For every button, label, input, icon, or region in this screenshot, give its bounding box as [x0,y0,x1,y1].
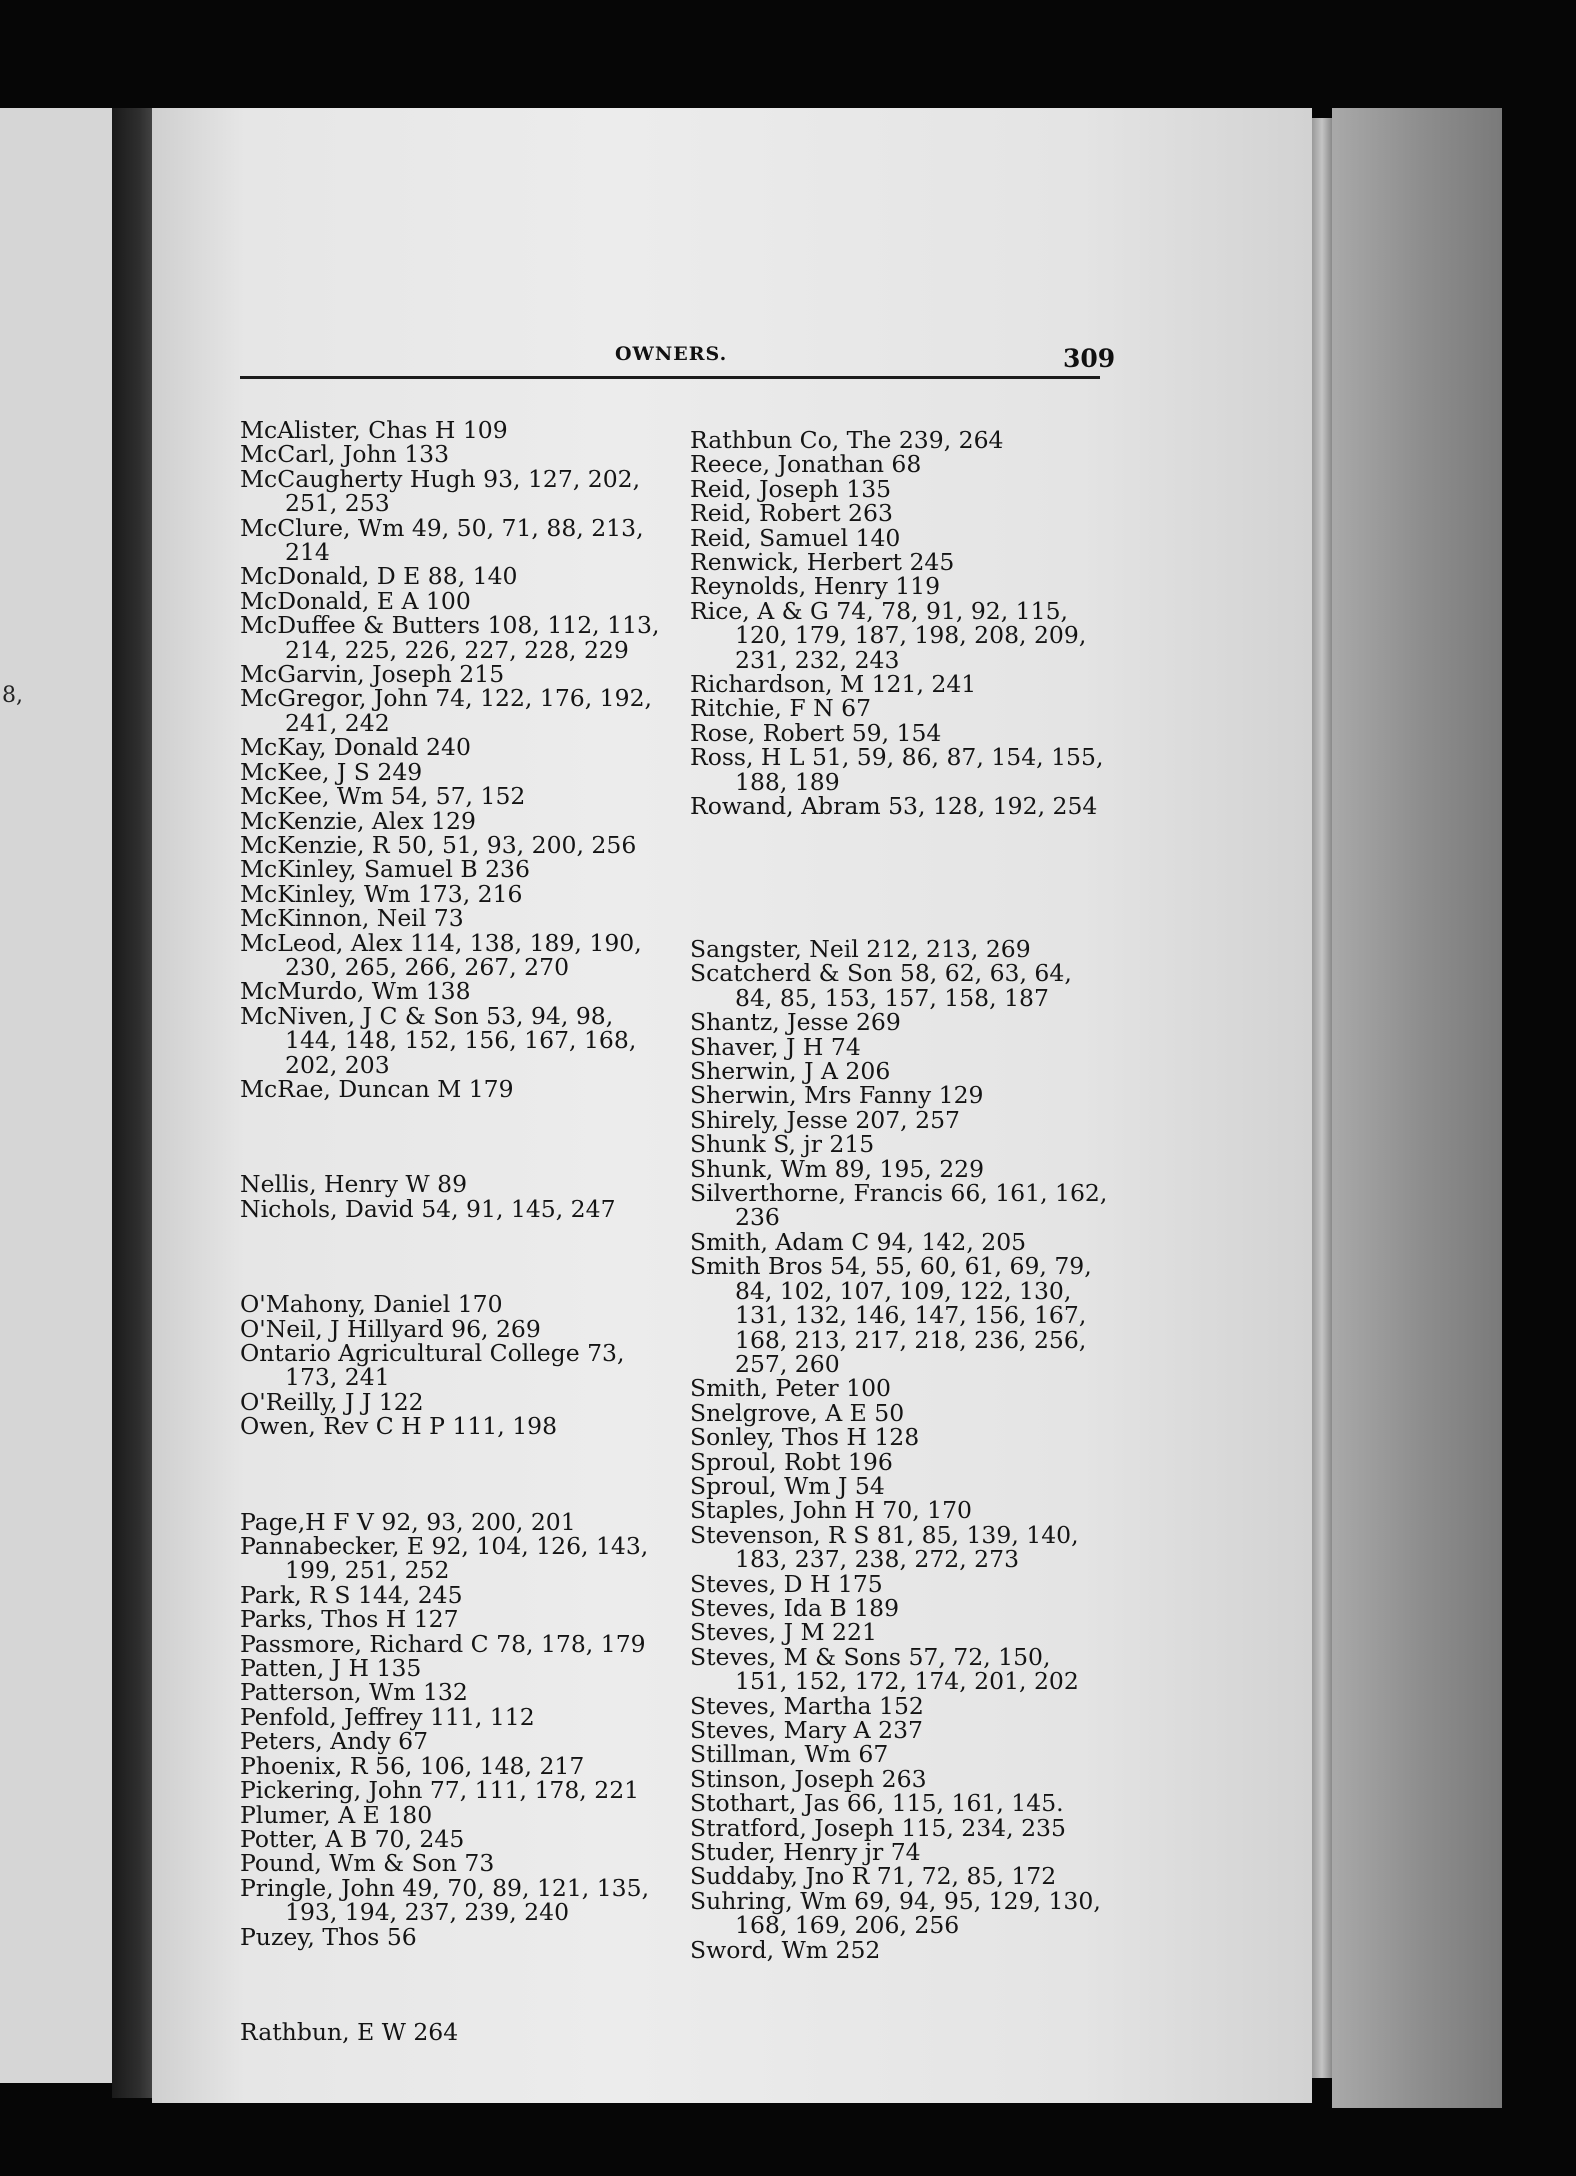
index-entry: Steves, Ida B 189 [690,1593,900,1622]
index-entry: McKinley, Wm 173, 216 [240,879,523,908]
index-entry: Shunk, Wm 89, 195, 229 [690,1154,985,1183]
index-entry: Smith, Peter 100 [690,1374,891,1403]
index-entry: Pannabecker, E 92, 104, 126, 143, 199, 251, 252 [240,1532,649,1585]
page-number: 309 [1063,344,1116,373]
index-entry: Steves, J M 221 [690,1618,877,1647]
index-entry: McRae, Duncan M 179 [240,1074,514,1103]
index-entry: Park, R S 144, 245 [240,1580,463,1609]
index-entry: Sherwin, Mrs Fanny 129 [690,1081,984,1110]
index-entry: McKenzie, R 50, 51, 93, 200, 256 [240,830,637,859]
index-entry: Steves, M & Sons 57, 72, 150, 151, 152, 172, 174, 201, 202 [690,1642,1079,1696]
index-column-right [690,428,1110,1962]
index-entry: McKee, J S 249 [240,757,423,786]
facing-page-fragment: 8, [2,683,23,708]
index-entry: Renwick, Herbert 245 [690,548,955,577]
running-title: OWNERS. [615,343,728,365]
section-gap [240,1972,670,1996]
index-entry: Stinson, Joseph 263 [690,1764,927,1793]
index-entry: Potter, A B 70, 245 [240,1824,465,1853]
index-entry: Penfold, Jeffrey 111, 112 [240,1702,535,1731]
section-gap [240,1245,670,1269]
index-entry: Sproul, Robt 196 [690,1447,893,1476]
index-entry: Suhring, Wm 69, 94, 95, 129, 130, 168, 169, 206, 256 [690,1886,1101,1940]
index-entry: Shaver, J H 74 [690,1032,861,1061]
section-gap [240,1125,670,1149]
index-entry: Studer, Henry jr 74 [690,1838,921,1867]
page-stack [1332,108,1502,2108]
index-entry: Ontario Agricultural College 73, 173, 241 [240,1339,625,1392]
section-gap [240,1462,670,1486]
index-entry: Stratford, Joseph 115, 234, 235 [690,1813,1066,1842]
index-entry: Peters, Andy 67 [240,1727,429,1756]
index-entry: Stillman, Wm 67 [690,1740,889,1769]
index-entry: Smith Bros 54, 55, 60, 61, 69, 79, 84, 102, 107, 109, 122, 130, 131, 132, 146, 147, 156, 167, 168, 213, 217, 218, 236, 256, 257, 260 [690,1252,1092,1378]
index-entry: McKay, Donald 240 [240,733,471,762]
index-entry: McDonald, D E 88, 140 [240,562,518,591]
index-entry: Nichols, David 54, 91, 145, 247 [240,1194,616,1223]
index-entry: Rice, A & G 74, 78, 91, 92, 115, 120, 179, 187, 198, 208, 209, 231, 232, 243 [690,596,1087,674]
index-entry: Snelgrove, A E 50 [690,1398,905,1427]
index-entry: Reid, Joseph 135 [690,474,892,503]
section-gap [690,842,1110,866]
index-entry: Rathbun, E W 264 [240,2017,459,2046]
index-entry: McCarl, John 133 [240,440,450,469]
index-entry: McGregor, John 74, 122, 176, 192, 241, 242 [240,684,652,737]
index-entry: Suddaby, Jno R 71, 72, 85, 172 [690,1862,1057,1891]
index-entry: McClure, Wm 49, 50, 71, 88, 213, 214 [240,513,644,567]
index-entry: Shunk S, jr 215 [690,1130,875,1159]
index-entry: McGarvin, Joseph 215 [240,660,505,689]
index-entry: Shantz, Jesse 269 [690,1008,901,1037]
index-entry: Pound, Wm & Son 73 [240,1849,495,1878]
index-entry: Rose, Robert 59, 154 [690,718,942,747]
book-gutter [112,108,157,2098]
index-entry: Sword, Wm 252 [690,1935,881,1964]
index-entry: Phoenix, R 56, 106, 148, 217 [240,1751,585,1780]
index-entry: McKinnon, Neil 73 [240,904,464,933]
index-entry: O'Neil, J Hillyard 96, 269 [240,1314,541,1343]
index-entry: Puzey, Thos 56 [240,1922,417,1951]
index-entry: McKinley, Samuel B 236 [240,855,530,884]
index-entry: McCaugherty Hugh 93, 127, 202, 251, 253 [240,464,641,518]
index-entry: McAlister, Chas H 109 [240,416,508,444]
index-entry: Sangster, Neil 212, 213, 269 [690,935,1031,963]
index-entry: Reid, Robert 263 [690,499,893,528]
index-entry: McDonald, E A 100 [240,586,471,615]
index-entry: Staples, John H 70, 170 [690,1496,972,1525]
index-entry: Nellis, Henry W 89 [240,1170,468,1199]
index-entry: Silverthorne, Francis 66, 161, 162, 236 [690,1179,1108,1232]
index-entry: O'Reilly, J J 122 [240,1387,424,1416]
index-entry: McLeod, Alex 114, 138, 189, 190, 230, 265, 266, 267, 270 [240,928,642,981]
index-entry: Ross, H L 51, 59, 86, 87, 154, 155, 188, 189 [690,743,1104,796]
index-entry: McKee, Wm 54, 57, 152 [240,782,526,811]
section-gap [690,890,1110,914]
index-entry: McDuffee & Butters 108, 112, 113, 214, 225, 226, 227, 228, 229 [240,611,660,664]
index-entry: O'Mahony, Daniel 170 [240,1290,503,1319]
index-entry: Passmore, Richard C 78, 178, 179 [240,1629,646,1658]
index-entry: Reece, Jonathan 68 [690,450,922,479]
header-rule [240,376,1100,379]
index-entry: Reynolds, Henry 119 [690,572,941,601]
index-entry: Patten, J H 135 [240,1654,422,1683]
index-entry: Rowand, Abram 53, 128, 192, 254 [690,792,1098,821]
index-entry: McNiven, J C & Son 53, 94, 98, 144, 148, 152, 156, 167, 168, 202, 203 [240,1001,637,1079]
index-entry: Owen, Rev C H P 111, 198 [240,1412,558,1441]
index-entry: Sherwin, J A 206 [690,1057,891,1086]
index-entry: Rathbun Co, The 239, 264 [690,426,1004,454]
index-entry: Ritchie, F N 67 [690,694,872,723]
index-entry: Sproul, Wm J 54 [690,1471,885,1500]
index-entry: Stothart, Jas 66, 115, 161, 145. [690,1789,1064,1818]
page-edge [1312,118,1332,2078]
index-column-left [240,418,670,2044]
index-entry: Patterson, Wm 132 [240,1678,468,1707]
index-entry: Steves, Mary A 237 [690,1716,923,1744]
index-entry: Stevenson, R S 81, 85, 139, 140, 183, 237, 238, 272, 273 [690,1520,1079,1574]
index-entry: Steves, Martha 152 [690,1691,924,1720]
index-entry: Sonley, Thos H 128 [690,1423,920,1452]
index-entry: Pringle, John 49, 70, 89, 121, 135, 193, 194, 237, 239, 240 [240,1873,650,1927]
index-entry: Steves, D H 175 [690,1569,883,1598]
index-entry: Page,H F V 92, 93, 200, 201 [240,1507,576,1536]
index-entry: Reid, Samuel 140 [690,523,901,552]
facing-page-edge [0,108,115,2083]
index-entry: Plumer, A E 180 [240,1800,433,1829]
index-entry: McMurdo, Wm 138 [240,977,471,1006]
index-entry: Scatcherd & Son 58, 62, 63, 64, 84, 85, 153, 157, 158, 187 [690,959,1072,1012]
index-entry: McKenzie, Alex 129 [240,806,476,835]
index-entry: Smith, Adam C 94, 142, 205 [690,1227,1027,1256]
index-entry: Shirely, Jesse 207, 257 [690,1105,960,1134]
index-entry: Parks, Thos H 127 [240,1605,459,1634]
index-entry: Richardson, M 121, 241 [690,670,977,699]
index-entry: Pickering, John 77, 111, 178, 221 [240,1776,640,1805]
